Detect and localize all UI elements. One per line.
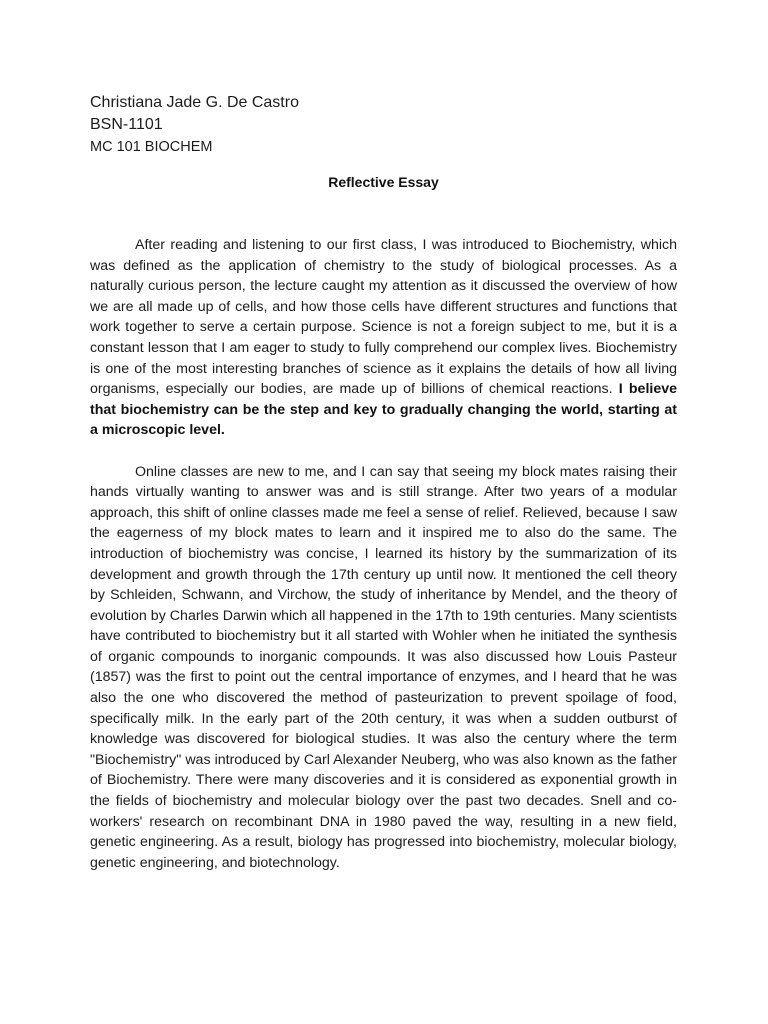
paragraph-1-text: After reading and listening to our first class, I was introduced to Biochemistry, which was defined as the application of chemistry to the study of biological processes. As a naturally curious person, the lecture caught my attention as it discussed the overview of how we are all made up of cells, and how those cells have different structures and functions that work together to serve a certain purpose. Science is not a foreign subject to me, but it is a constant lesson that I am eager to study to fully comprehend our complex lives. Biochemistry is one of the most interesting branches of science as it explains the details of how all living organisms, especially our bodies, are made up of billions of chemical reactions.: [90, 237, 677, 398]
paragraph-1: [90, 235, 677, 441]
document-page: [90, 92, 677, 873]
section-code: BSN-1101: [90, 116, 163, 133]
paragraph-2: [90, 462, 677, 874]
essay-title: Reflective Essay: [328, 174, 439, 190]
course-code: MC 101 BIOCHEM: [90, 139, 213, 155]
author-name: Christiana Jade G. De Castro: [90, 94, 299, 111]
paragraph-2-text: Online classes are new to me, and I can say that seeing my block mates raising their hands virtually wanting to answer was and is still strange. After two years of a modular approach, this shift of online classes made me feel a sense of relief. Relieved, because I saw the eagerness of my block mates to learn and it inspired me to also do the same. The introduction of biochemistry was concise, I learned its history by the summarization of its development and growth through the 17th century up until now. It mentioned the cell theory by Schleiden, Schwann, and Virchow, the study of inheritance by Mendel, and the theory of evolution by Charles Darwin which all happened in the 17th to 19th centuries. Many scientists have contributed to biochemistry but it all started with Wohler when he initiated the synthesis of organic compounds to inorganic compounds. It was also discussed how Louis Pasteur (1857) was the first to point out the central importance of enzymes, and I heard that he was also the one who discovered the method of pasteurization to prevent spoilage of food, specifically milk. In the early part of the 20th century, it was when a sudden outburst of knowledge was discovered for biological studies. It was also the century where the term "Biochemistry" was introduced by Carl Alexander Neuberg, who was also known as the father of Biochemistry. There were many discoveries and it is considered as exponential growth in the fields of biochemistry and molecular biology over the past two decades. Snell and co-workers' research on recombinant DNA in 1980 paved the way, resulting in a new field, genetic engineering. As a result, biology has progressed into biochemistry, molecular biology, genetic engineering, and biotechnology.: [90, 463, 677, 871]
paragraph-1-bold-statement: I believe that biochemistry can be the step and key to gradually changing the world, starting at a microscopic level.: [90, 381, 677, 439]
